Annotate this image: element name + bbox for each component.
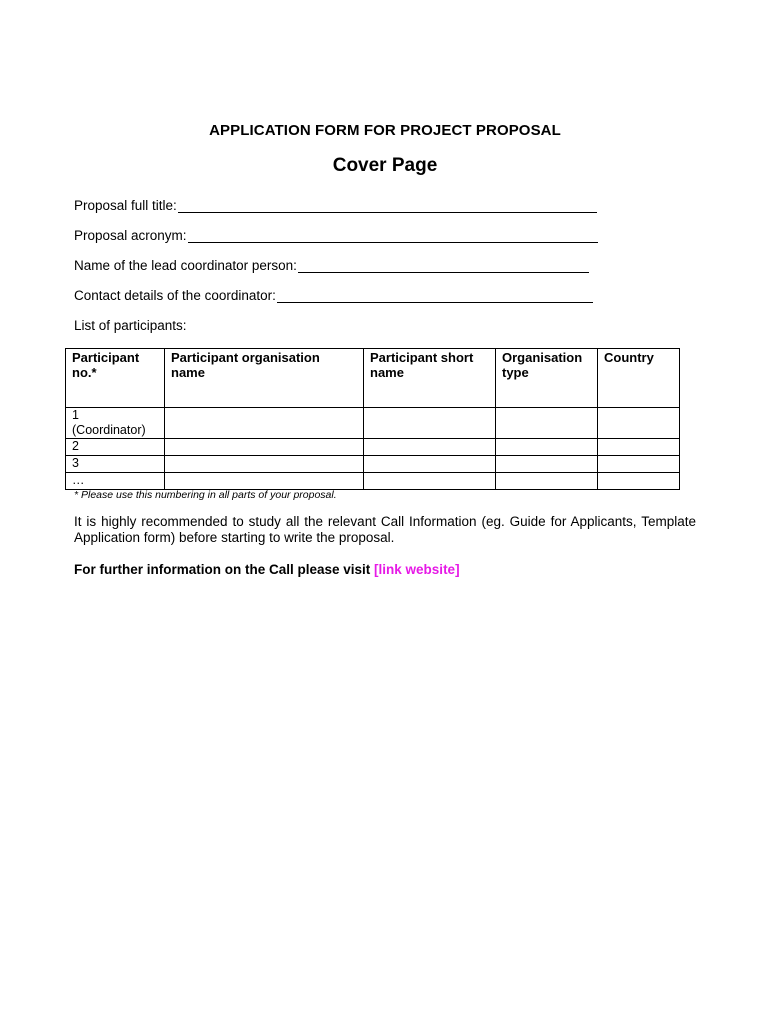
participant-no-cell: 2 [66, 439, 165, 456]
lead-coordinator-input[interactable] [298, 258, 589, 273]
organisation-name-cell[interactable] [165, 408, 364, 439]
column-header-participant-no: Participant no.* [66, 349, 165, 408]
table-header-row [66, 349, 680, 408]
table-row [66, 456, 680, 473]
further-info-text: For further information on the Call please visit [74, 562, 375, 577]
short-name-cell[interactable] [364, 408, 496, 439]
country-cell[interactable] [598, 456, 680, 473]
website-link[interactable]: [link website] [374, 562, 460, 577]
form-title: APPLICATION FORM FOR PROJECT PROPOSAL [209, 122, 561, 139]
organisation-type-cell[interactable] [496, 456, 598, 473]
field-lead-coordinator [74, 258, 589, 273]
field-proposal-title [74, 198, 597, 213]
field-proposal-acronym [74, 228, 598, 243]
short-name-cell[interactable] [364, 473, 496, 490]
table-row [66, 439, 680, 456]
proposal-title-input[interactable] [178, 198, 597, 213]
participant-no-cell [66, 408, 165, 439]
field-label: Proposal full title: [74, 198, 177, 213]
proposal-acronym-input[interactable] [188, 228, 598, 243]
table-row [66, 408, 680, 439]
short-name-cell[interactable] [364, 456, 496, 473]
country-cell[interactable] [598, 408, 680, 439]
participants-list-label: List of participants: [74, 318, 187, 333]
organisation-type-cell[interactable] [496, 473, 598, 490]
organisation-type-cell[interactable] [496, 408, 598, 439]
field-contact-details [74, 288, 593, 303]
field-label: Proposal acronym: [74, 228, 187, 243]
organisation-name-cell[interactable] [165, 456, 364, 473]
short-name-cell[interactable] [364, 439, 496, 456]
organisation-name-cell[interactable] [165, 473, 364, 490]
organisation-type-cell[interactable] [496, 439, 598, 456]
column-header-short-name: Participant short name [364, 349, 496, 408]
column-header-organisation-type: Organisation type [496, 349, 598, 408]
table-footnote: * Please use this numbering in all parts of your proposal. [74, 489, 337, 501]
further-info [74, 562, 460, 577]
participant-no-cell: … [66, 473, 165, 490]
participant-role: (Coordinator) [72, 423, 146, 437]
participants-table [65, 348, 680, 490]
contact-details-input[interactable] [277, 288, 593, 303]
country-cell[interactable] [598, 439, 680, 456]
column-header-organisation-name: Participant organisation name [165, 349, 364, 408]
participant-no: 1 [72, 408, 79, 422]
recommendation-text: It is highly recommended to study all the relevant Call Information (eg. Guide for Applicants, Template Application form) before starting to write the proposal. [74, 514, 696, 545]
field-label: Name of the lead coordinator person: [74, 258, 297, 273]
field-label: Contact details of the coordinator: [74, 288, 276, 303]
column-header-country: Country [598, 349, 680, 408]
country-cell[interactable] [598, 473, 680, 490]
organisation-name-cell[interactable] [165, 439, 364, 456]
page-subtitle: Cover Page [332, 155, 438, 176]
participant-no-cell: 3 [66, 456, 165, 473]
table-row [66, 473, 680, 490]
